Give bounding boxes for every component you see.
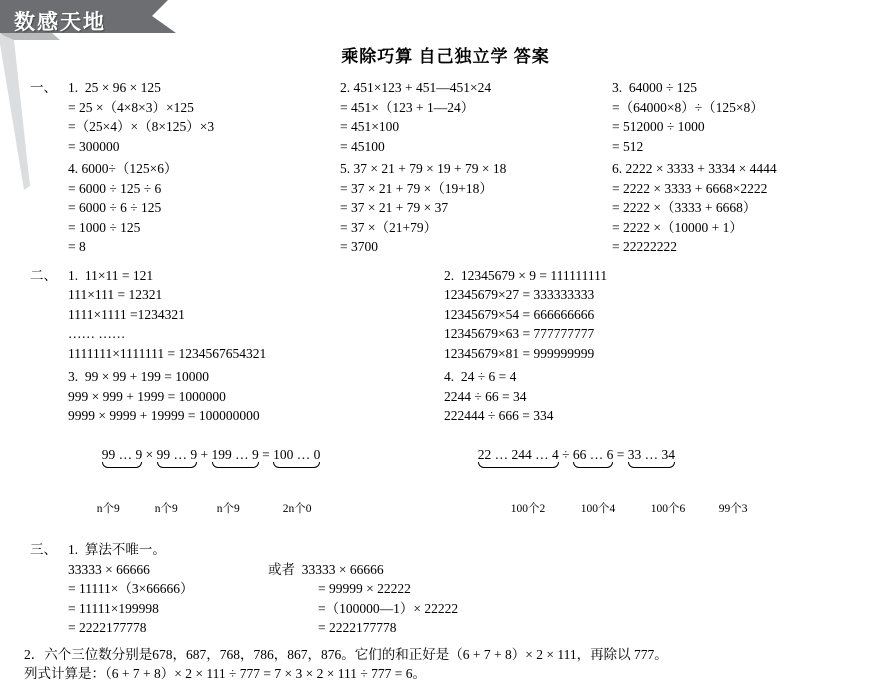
underbrace-bar <box>478 462 559 468</box>
problem-5 <box>340 159 612 257</box>
problem-2-1-line-4: …… …… <box>68 326 126 341</box>
problem-3-line-3: = 512000 ÷ 1000 <box>612 119 705 134</box>
brace-label-1: n个9 <box>96 503 120 515</box>
underbrace-bar <box>212 462 259 468</box>
problem-2-4-brace-labels <box>444 487 864 532</box>
problem-1 <box>68 78 340 156</box>
problem-2-1-line-3: 1111×1111 =1234321 <box>68 306 185 322</box>
brace-label-2: n个9 <box>154 503 178 515</box>
problem-4-line-2: = 6000 ÷ 125 ÷ 6 <box>68 180 162 196</box>
problem-6-line-5: = 22222222 <box>612 239 677 254</box>
brace-label-2: 100个4 <box>580 503 616 515</box>
brace-op-1: × <box>142 447 157 462</box>
problem-2-2-line-3: 12345679×54 = 666666666 <box>444 306 595 322</box>
problem-4-line-3: = 6000 ÷ 6 ÷ 125 <box>68 200 162 215</box>
brace-label-1: 100个2 <box>510 503 546 515</box>
brace-term-4: 100 … 0 <box>273 445 320 465</box>
problem-5-line-3: = 37 × 21 + 79 × 37 <box>340 200 449 215</box>
banner-label: 数感天地 <box>14 11 106 34</box>
right-line-3: =（100000—1）× 22222 <box>318 600 459 616</box>
problem-5-line-2: = 37 × 21 + 79 ×（19+18） <box>340 180 493 196</box>
brace-op-2: = <box>613 447 628 462</box>
problem-2-2-line-2: 12345679×27 = 333333333 <box>444 287 595 302</box>
problem-3-line-4: = 512 <box>612 138 644 154</box>
brace-term-2: 66 … 6 <box>573 445 614 465</box>
problem-1-line-1: 1. 25 × 96 × 125 <box>68 80 161 95</box>
brace-op-3: = <box>258 447 274 462</box>
problem-2-3 <box>68 367 444 532</box>
problem-2-line-1: 2. 451×123 + 451—451×24 <box>340 80 492 95</box>
problem-2-4 <box>444 367 864 532</box>
problem-3-1-right <box>268 560 688 638</box>
problem-1-line-2: = 25 ×（4×8×3）×125 <box>68 99 194 115</box>
problem-3-line-2: =（64000×8）÷（125×8） <box>612 99 764 115</box>
problem-4-line-4: = 1000 ÷ 125 <box>68 219 141 235</box>
page-title <box>0 42 891 67</box>
or-label: 或者 <box>268 561 295 577</box>
brace-term-3: 199 … 9 <box>212 445 259 465</box>
brace-term-3: 33 … 34 <box>628 445 675 465</box>
left-line-4: = 2222177778 <box>68 620 147 635</box>
problem-2 <box>340 78 612 156</box>
underbrace-bar <box>273 462 320 468</box>
section-one-label: 一、 <box>30 80 57 95</box>
problem-3-2-line-2: 列式计算是：（6 + 7 + 8）× 2 × 111 ÷ 777 = 7 × 3 × 2 × 111 ÷ 777 = 6。 <box>24 666 426 681</box>
brace-label-4: 99个3 <box>718 503 748 515</box>
problem-2-2-line-1: 2. 12345679 × 9 = 111111111 <box>444 267 608 283</box>
problem-2-2 <box>444 266 864 364</box>
problem-2-2-line-4: 12345679×63 = 777777777 <box>444 326 595 341</box>
section-three <box>0 540 891 684</box>
underbrace-bar <box>157 462 198 468</box>
problem-3-1-head <box>68 540 166 560</box>
problem-5-line-5: = 3700 <box>340 239 378 254</box>
problem-5-line-4: = 37 ×（21+79） <box>340 219 438 235</box>
answer-sheet-content <box>0 78 891 684</box>
section-three-row <box>0 560 891 638</box>
problem-6-line-3: = 2222 ×（3333 + 6668） <box>612 200 757 215</box>
problem-4-line-1: 4. 6000÷（125×6） <box>68 161 178 176</box>
problem-2-1-line-5: 1111111×1111111 = 1234567654321 <box>68 345 267 361</box>
problem-2-1-line-2: 111×111 = 12321 <box>68 287 163 302</box>
problem-4 <box>68 159 340 257</box>
problem-2-3-brace-labels <box>68 487 444 532</box>
underbrace-bar <box>102 462 143 468</box>
problem-2-3-line-3: 9999 × 9999 + 19999 = 100000000 <box>68 408 260 423</box>
problem-2-line-4: = 45100 <box>340 138 385 154</box>
problem-6-line-2: = 2222 × 3333 + 6668×2222 <box>612 180 768 196</box>
problem-2-3-brace-line <box>68 426 444 485</box>
brace-label-3: 100个6 <box>650 503 686 515</box>
problem-6 <box>612 159 884 257</box>
problem-3-1-left <box>68 560 268 638</box>
problem-6-line-1: 6. 2222 × 3333 + 3334 × 4444 <box>612 161 777 176</box>
brace-term-1: 22 … 244 … 4 <box>478 445 559 465</box>
problem-2-4-brace-line <box>444 426 864 485</box>
section-three-head <box>0 540 891 560</box>
page-title-text: 乘除巧算 自己独立学 答案 <box>341 47 550 66</box>
section-two <box>0 266 891 533</box>
left-line-1: 33333 × 66666 <box>68 561 150 577</box>
brace-op-2: + <box>197 447 212 462</box>
problem-3-1-head-text: 1. 算法不唯一。 <box>68 542 166 557</box>
problem-2-4-line-3: 222444 ÷ 666 = 334 <box>444 408 554 423</box>
or-line <box>268 560 688 580</box>
brace-label-4: 2n个0 <box>282 503 312 515</box>
problem-3-2-line-1: 2．六个三位数分别是678，687，768，786，867，876。它们的和正好是（6 + 7 + 8）× 2 × 111，再除以 777。 <box>24 646 668 662</box>
problem-2-4-line-2: 2244 ÷ 66 = 34 <box>444 388 527 404</box>
problem-6-line-4: = 2222 ×（10000 + 1） <box>612 219 743 235</box>
section-two-label: 二、 <box>30 267 57 283</box>
problem-2-line-3: = 451×100 <box>340 119 400 134</box>
problem-2-line-2: = 451×（123 + 1—24） <box>340 99 475 115</box>
underbrace-bar <box>628 462 675 468</box>
right-line-4: = 2222177778 <box>318 620 397 635</box>
left-line-3: = 11111×199998 <box>68 600 159 616</box>
left-line-2: = 11111×（3×66666） <box>68 581 194 596</box>
brace-term-2: 99 … 9 <box>157 445 198 465</box>
brace-label-3: n个9 <box>216 503 240 515</box>
problem-3-line-1: 3. 64000 ÷ 125 <box>612 80 698 95</box>
brace-op-1: ÷ <box>558 447 573 462</box>
underbrace-bar <box>573 462 614 468</box>
section-two-row-2 <box>0 367 891 532</box>
problem-4-line-5: = 8 <box>68 239 86 254</box>
section-one-row-2 <box>0 159 891 257</box>
problem-1-line-4: = 300000 <box>68 138 120 154</box>
problem-2-3-line-1: 3. 99 × 99 + 199 = 10000 <box>68 369 209 384</box>
problem-5-line-1: 5. 37 × 21 + 79 × 19 + 79 × 18 <box>340 161 507 176</box>
section-three-label: 三、 <box>30 542 57 557</box>
right-line-2: = 99999 × 22222 <box>318 581 411 596</box>
problem-3 <box>612 78 884 156</box>
problem-2-3-line-2: 999 × 999 + 1999 = 1000000 <box>68 388 226 404</box>
section-two-row-1 <box>0 266 891 364</box>
problem-2-2-line-5: 12345679×81 = 999999999 <box>444 345 595 361</box>
problem-2-1-line-1: 1. 11×11 = 121 <box>68 267 154 283</box>
section-one <box>0 78 891 257</box>
problem-2-1 <box>68 266 444 364</box>
problem-3-2 <box>0 645 891 684</box>
problem-1-line-3: =（25×4）×（8×125）×3 <box>68 119 215 134</box>
problem-2-4-line-1: 4. 24 ÷ 6 = 4 <box>444 369 517 384</box>
section-one-row-1 <box>0 78 891 156</box>
right-line-1: 33333 × 66666 <box>301 561 384 577</box>
brace-term-1: 99 … 9 <box>102 445 143 465</box>
